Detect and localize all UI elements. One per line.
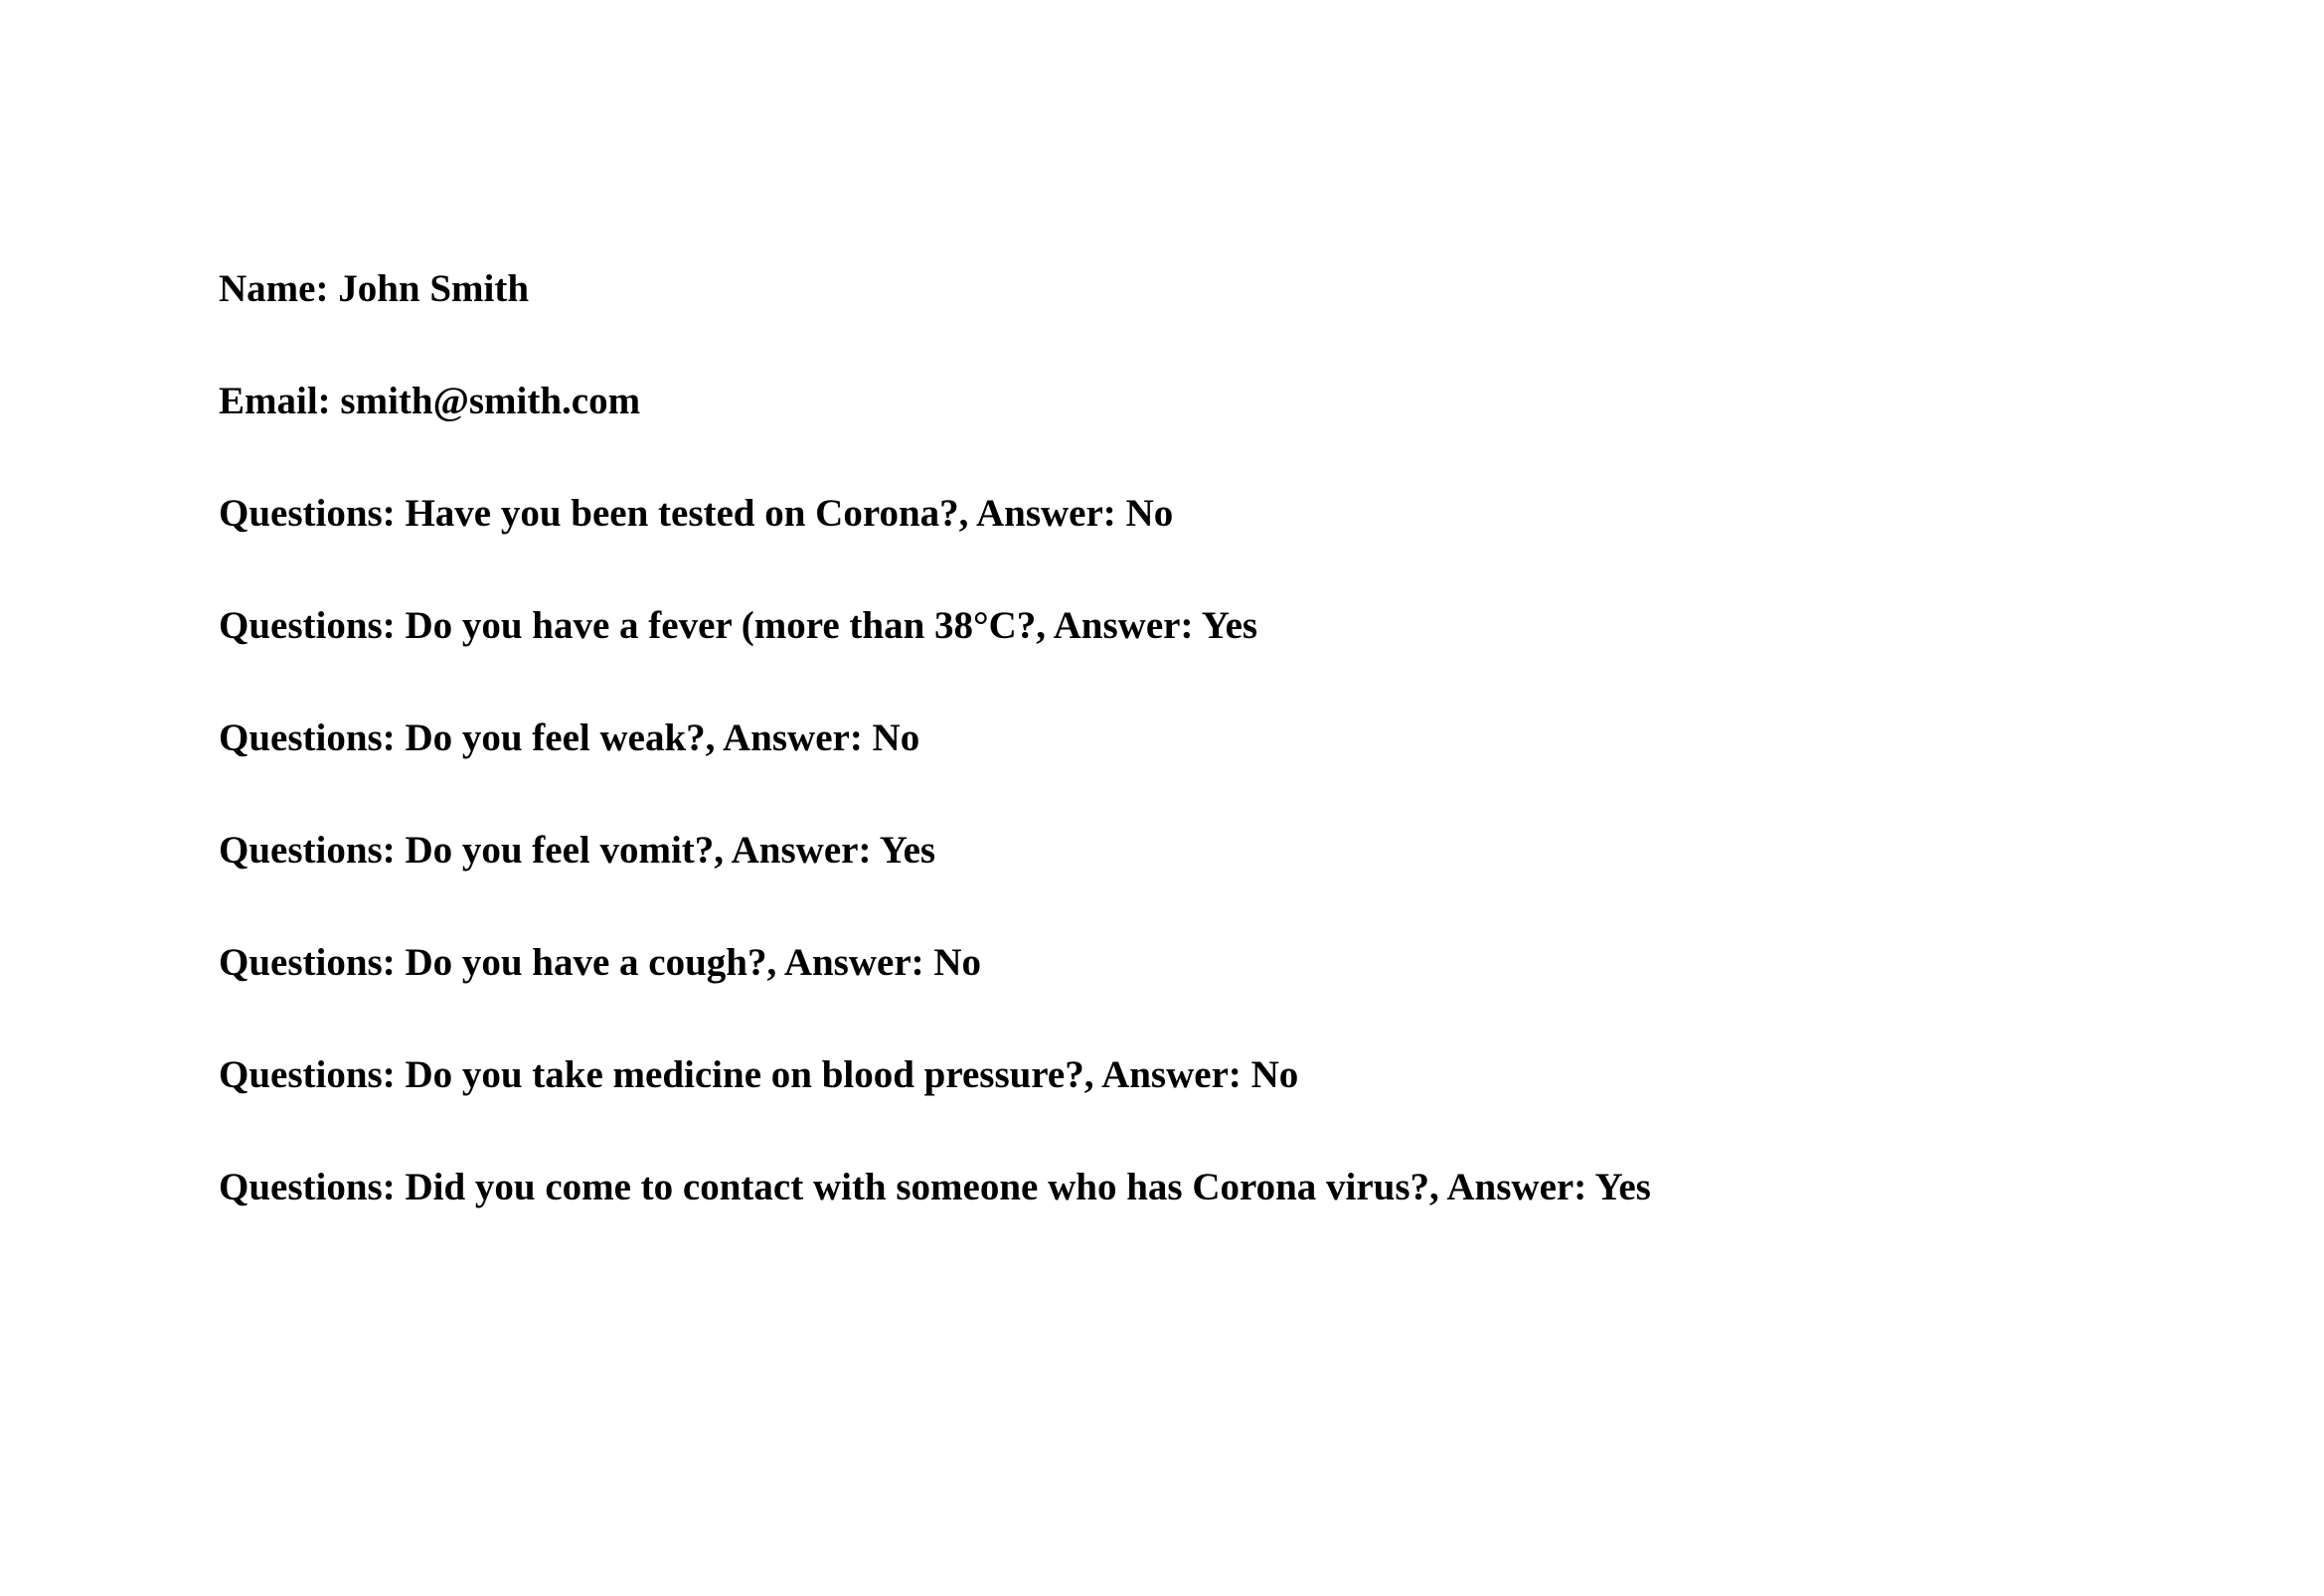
name-line: Name: John Smith (219, 267, 530, 310)
question-line-contact-corona: Questions: Did you come to contact with someone who has Corona virus?, Answer: Yes (219, 1166, 1651, 1208)
email-line: Email: smith@smith.com (219, 380, 641, 422)
question-line-fever: Questions: Do you have a fever (more than 38°C?, Answer: Yes (219, 604, 1258, 647)
question-line-weak: Questions: Do you feel weak?, Answer: No (219, 717, 920, 759)
document-body (219, 266, 2107, 1277)
question-line-tested-corona: Questions: Have you been tested on Corona?, Answer: No (219, 492, 1174, 535)
question-line-blood-pressure: Questions: Do you take medicine on blood pressure?, Answer: No (219, 1053, 1299, 1096)
question-line-cough: Questions: Do you have a cough?, Answer: No (219, 941, 982, 984)
question-line-vomit: Questions: Do you feel vomit?, Answer: Yes (219, 829, 936, 872)
